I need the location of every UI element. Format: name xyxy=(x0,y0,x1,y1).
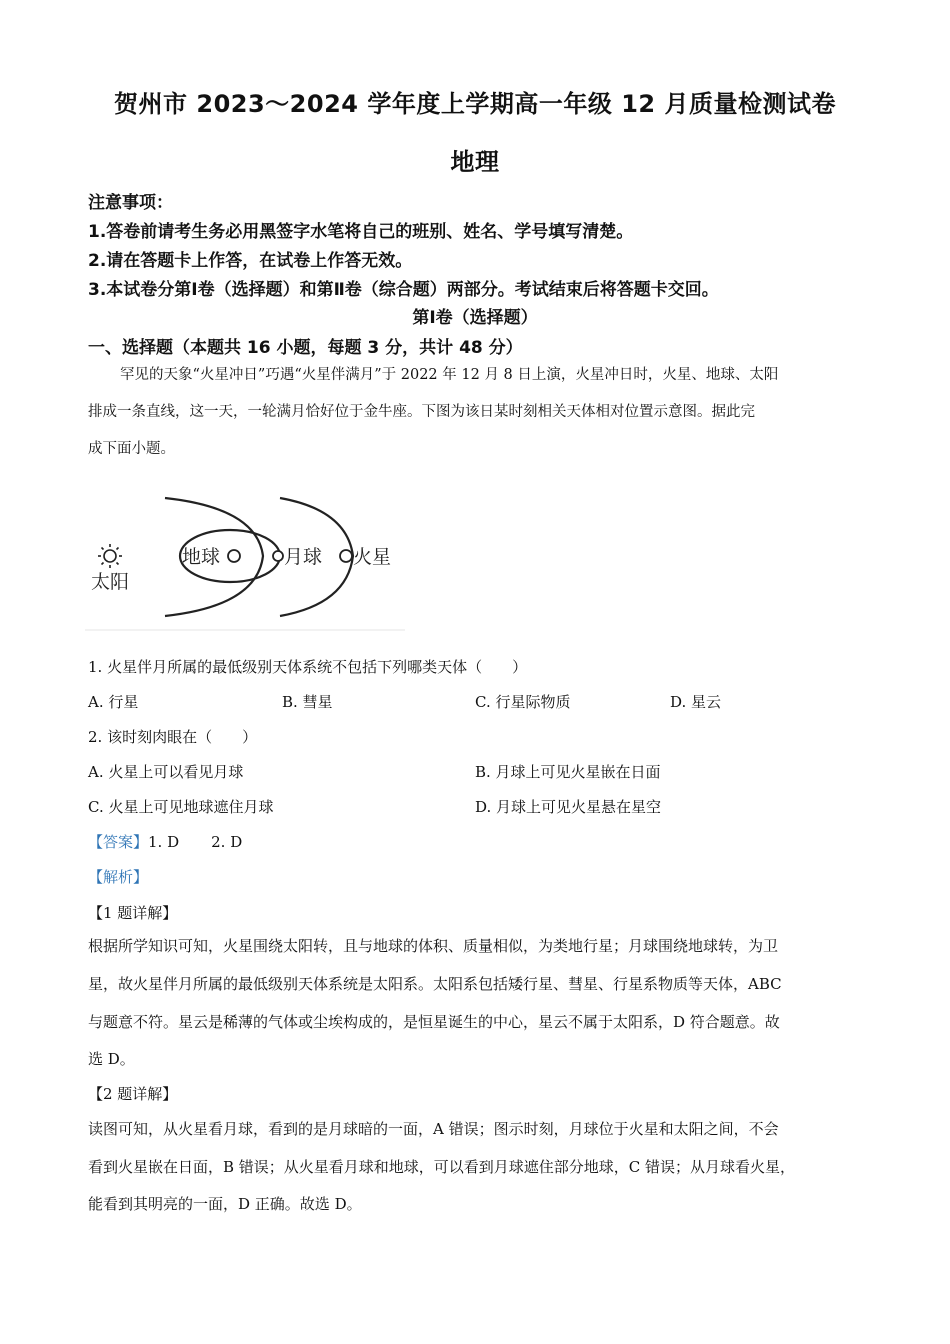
q2-option-b: B. 月球上可见火星嵌在日面 xyxy=(475,763,661,781)
stem-line-2: 排成一条直线，这一天，一轮满月恰好位于金牛座。下图为该日某时刻相关天体相对位置示意图。据此完 xyxy=(88,404,755,420)
notice-item-2: 2.请在答题卡上作答，在试卷上作答无效。 xyxy=(88,251,413,271)
q2-option-c: C. 火星上可见地球遮住月球 xyxy=(88,798,274,816)
q1-option-d: D. 星云 xyxy=(670,693,722,711)
answer-tag: 【答案】 xyxy=(88,833,149,851)
answer-2: 2. D xyxy=(211,833,243,851)
q2-option-a: A. 火星上可以看见月球 xyxy=(88,763,244,781)
earth-icon xyxy=(228,550,240,562)
notice-item-3: 3.本试卷分第Ⅰ卷（选择题）和第Ⅱ卷（综合题）两部分。考试结束后将答题卡交回。 xyxy=(88,280,719,300)
sun-icon xyxy=(98,544,122,568)
detail-2-line-2: 看到火星嵌在日面，B 错误；从火星看月球和地球，可以看到月球遮住部分地球，C 错误；从月球看火星， xyxy=(88,1158,796,1176)
analysis-tag: 【解析】 xyxy=(88,868,149,886)
earth-label: 地球 xyxy=(182,546,221,568)
mars-label: 火星 xyxy=(353,546,392,568)
detail-1-line-4: 选 D。 xyxy=(88,1050,135,1068)
detail-1-line-3: 与题意不符。星云是稀薄的气体或尘埃构成的，是恒星诞生的中心，星云不属于太阳系，D 符合题意。故 xyxy=(88,1013,780,1031)
q1-option-c: C. 行星际物质 xyxy=(475,693,571,711)
sun-label: 太阳 xyxy=(91,571,130,593)
stem-line-3: 成下面小题。 xyxy=(88,441,175,457)
detail-1-tag: 【1 题详解】 xyxy=(88,904,178,922)
q2-option-d: D. 月球上可见火星悬在星空 xyxy=(475,798,662,816)
detail-1-line-1: 根据所学知识可知，火星围绕太阳转，且与地球的体积、质量相似，为类地行星；月球围绕地球转，为卫 xyxy=(88,937,779,955)
answer-1: 1. D xyxy=(148,833,180,851)
detail-2-tag: 【2 题详解】 xyxy=(88,1085,178,1103)
detail-2-line-1: 读图可知，从火星看月球，看到的是月球暗的一面，A 错误；图示时刻，月球位于火星和太阳之间，不会 xyxy=(88,1120,779,1138)
moon-icon xyxy=(273,551,283,561)
moon-label: 月球 xyxy=(284,546,323,568)
notice-item-1: 1.答卷前请考生务必用黑签字水笔将自己的班别、姓名、学号填写清楚。 xyxy=(88,222,634,242)
part-title: 第Ⅰ卷（选择题） xyxy=(412,308,538,328)
exam-title: 贺州市 2023～2024 学年度上学期高一年级 12 月质量检测试卷 xyxy=(114,90,836,118)
mars-icon xyxy=(340,550,352,562)
answer-line xyxy=(88,831,242,852)
q1-option-a: A. 行星 xyxy=(88,693,139,711)
q2-text: 2. 该时刻肉眼在（ ） xyxy=(88,728,258,746)
q1-text: 1. 火星伴月所属的最低级别天体系统不包括下列哪类天体（ ） xyxy=(88,658,528,676)
detail-1-line-2: 星，故火星伴月所属的最低级别天体系统是太阳系。太阳系包括矮行星、彗星、行星系物质等天体，ABC xyxy=(88,975,782,993)
notice-heading: 注意事项： xyxy=(88,193,173,213)
section-heading: 一、选择题（本题共 16 小题，每题 3 分，共计 48 分） xyxy=(88,338,523,358)
q1-option-b: B. 彗星 xyxy=(282,693,333,711)
detail-2-line-3: 能看到其明亮的一面，D 正确。故选 D。 xyxy=(88,1195,362,1213)
orbit-diagram xyxy=(85,490,410,632)
subject-title: 地理 xyxy=(450,148,500,176)
stem-line-1: 罕见的天象“火星冲日”巧遇“火星伴满月”于 2022 年 12 月 8 日上演，火星冲日时，火星、地球、太阳 xyxy=(120,367,779,383)
